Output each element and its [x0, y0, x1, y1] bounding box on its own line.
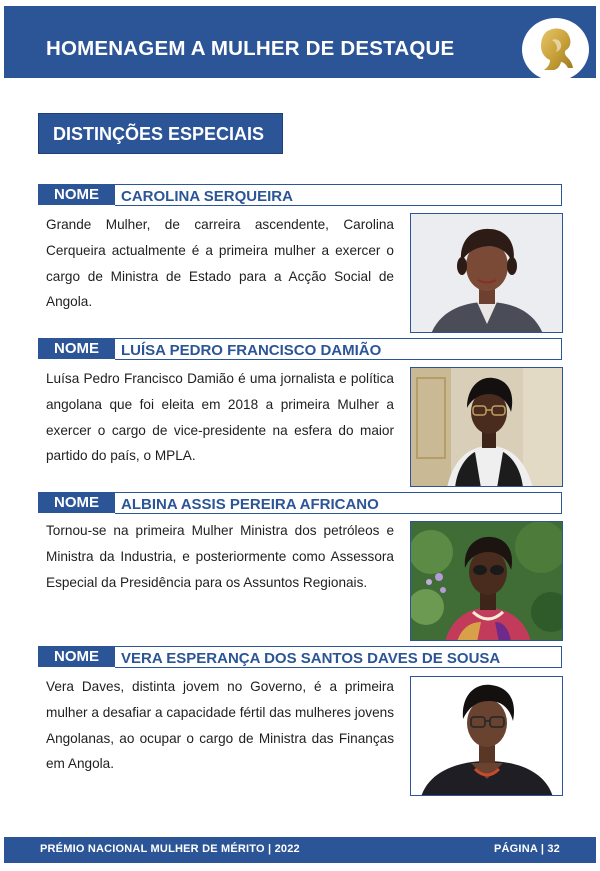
- entry-name: CAROLINA SERQUEIRA: [121, 188, 293, 205]
- entry-description: Grande Mulher, de carreira ascendente, Carolina Cerqueira actualmente é a primeira mulher a exercer o cargo de Ministra de Estado para a Acção Social de Angola.: [46, 217, 394, 310]
- entry-name-bar: [38, 646, 562, 668]
- portrait-photo: [410, 521, 563, 641]
- page-title: HOMENAGEM A MULHER DE DESTAQUE: [46, 37, 455, 60]
- entry-name-box: [115, 338, 562, 360]
- footer-page-number: PÁGINA | 32: [494, 843, 560, 855]
- entry-name: ALBINA ASSIS PEREIRA AFRICANO: [121, 496, 379, 513]
- entry-name-box: [115, 646, 562, 668]
- entry-name: VERA ESPERANÇA DOS SANTOS DAVES DE SOUSA: [121, 650, 501, 667]
- entry-name-tag: NOME: [38, 646, 115, 667]
- section-title-box: [38, 113, 283, 154]
- entry-name-tag: NOME: [38, 492, 115, 513]
- entry-description: Vera Daves, distinta jovem no Governo, é a primeira mulher a desafiar a capacidade fértil das mulheres jovens Angolanas, ao ocupar o cargo de Ministra das Finanças em Angola.: [46, 679, 394, 772]
- woman-silhouette-logo-icon: [522, 18, 589, 81]
- portrait-photo: [410, 676, 563, 796]
- entry-description: Tornou-se na primeira Mulher Ministra dos petróleos e Ministra da Industria, e posteriormente como Assessora Especial da Presidência para os Assuntos Regionais.: [46, 523, 394, 590]
- entry-name-bar: [38, 492, 562, 514]
- entry-name-box: [115, 492, 562, 514]
- footer-publication: PRÉMIO NACIONAL MULHER DE MÉRITO | 2022: [40, 843, 300, 855]
- section-title: DISTINÇÕES ESPECIAIS: [53, 124, 265, 144]
- entry-name-tag: NOME: [38, 338, 115, 359]
- page-footer: [4, 837, 596, 863]
- page-header: [4, 6, 596, 78]
- portrait-photo: [410, 213, 563, 333]
- portrait-photo: [410, 367, 563, 487]
- entry-name-box: [115, 184, 562, 206]
- entry-name: LUÍSA PEDRO FRANCISCO DAMIÃO: [121, 342, 382, 359]
- entry-name-bar: [38, 338, 562, 360]
- entry-name-tag: NOME: [38, 184, 115, 205]
- entry-name-bar: [38, 184, 562, 206]
- entry-description: Luísa Pedro Francisco Damião é uma jornalista e política angolana que foi eleita em 2018 a primeira Mulher a exercer o cargo de vice-presidente na esfera do maior partido do país, o MPLA.: [46, 371, 394, 464]
